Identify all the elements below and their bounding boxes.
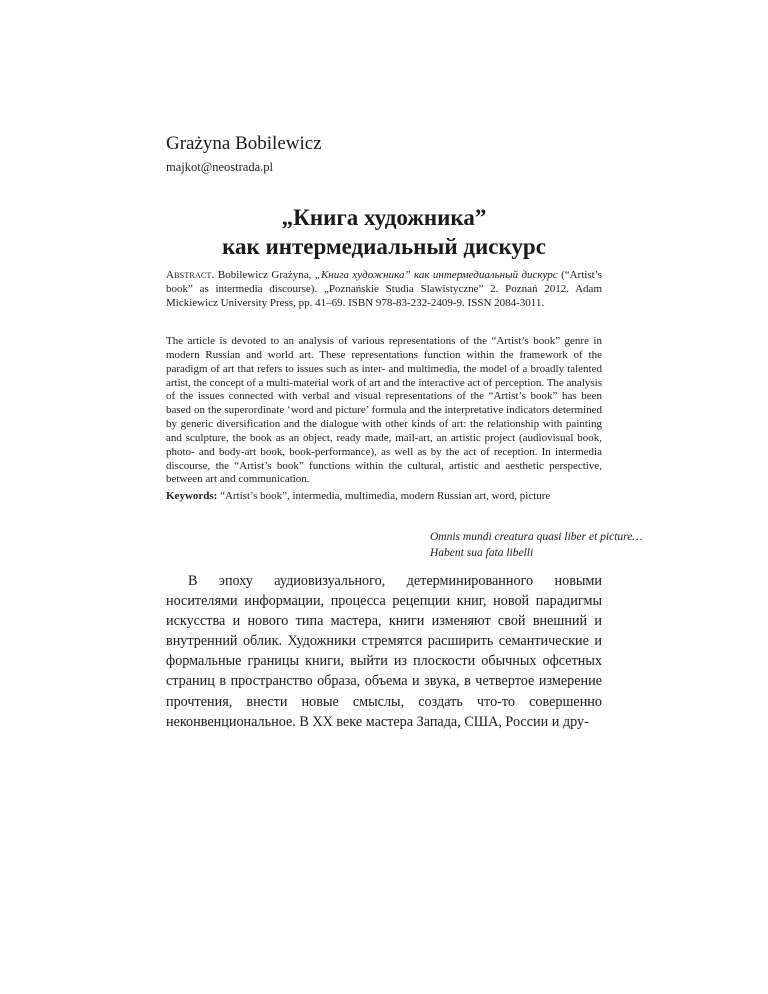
author-email: majkot@neostrada.pl — [166, 160, 273, 174]
abstract-title: „Книга художника” как интермедиальный дискурс — [314, 269, 558, 281]
epigraph-line-1: Omnis mundi creatura quasi liber et picture… — [430, 531, 643, 543]
keywords-text: “Artist’s book”, intermedia, multimedia, modern Russian art, word, picture — [220, 490, 551, 502]
keywords — [166, 489, 602, 503]
abstract-citation — [166, 268, 602, 311]
author-name: Grażyna Bobilewicz — [166, 133, 322, 154]
abstract-citation-details: (“Artist’s book” as intermedia discourse). „Poznańskie Studia Slawistyczne” 2. Poznań 2012. Adam Mickiewicz University Press, pp. 41–69. ISBN 978-83-232-2409-9. ISSN 2084-3011. — [166, 269, 603, 310]
abstract-label: Abstract. — [166, 269, 215, 281]
title-line-2: как интермедиальный дискурс — [222, 234, 546, 259]
title-line-1: „Книга художника” — [281, 205, 487, 230]
body-paragraph: В эпоху аудиовизуального, детерминированного новыми носителями информации, процесса рецепции книг, новой парадигмы искусства и нового типа мастера, книги изменяют свой внешний и внутренний облик. Художники стремятся расширить семантические и формальные границы книги, выйти из плоскости обычных офсетных страниц в пространство образа, объема и звука, в четвертое измерение прочтения, внести новые смыслы, создать что-то совершенно неконвенциональное. В XX веке мастера Запада, США, России и дру- — [166, 573, 602, 730]
article-title — [166, 203, 602, 261]
abstract-authors: Bobilewicz Grażyna, — [217, 269, 312, 281]
epigraph — [430, 529, 643, 561]
epigraph-line-2: Habent sua fata libelli — [430, 547, 534, 559]
abstract-summary: The article is devoted to an analysis of various representations of the “Artist’s book” genre in modern Russian and world art. These representations function within the framework of the paradigm of art that refers to issues such as inter- and multimedia, the model of a broadly talented artist, the concept of a multi-material work of art and the interactive act of perception. The analysis of the issues connected with verbal and visual representations of the “Artist’s book” has been based on the superordinate ‘word and picture’ formula and the interpretative indicators determined by generic diversification and the dialogue with other kinds of art: the relationship with painting and sculpture, the book as an object, ready made, mail-art, an artistic project (audiovisual book, photo- and body-art book, book-performance), as well as by the act of reception. In intermedia discourse, the “Artist’s book” functions within the cultural, artistic and aesthetic perspective, between art and communication. — [166, 335, 602, 486]
keywords-label: Keywords: — [166, 490, 218, 502]
